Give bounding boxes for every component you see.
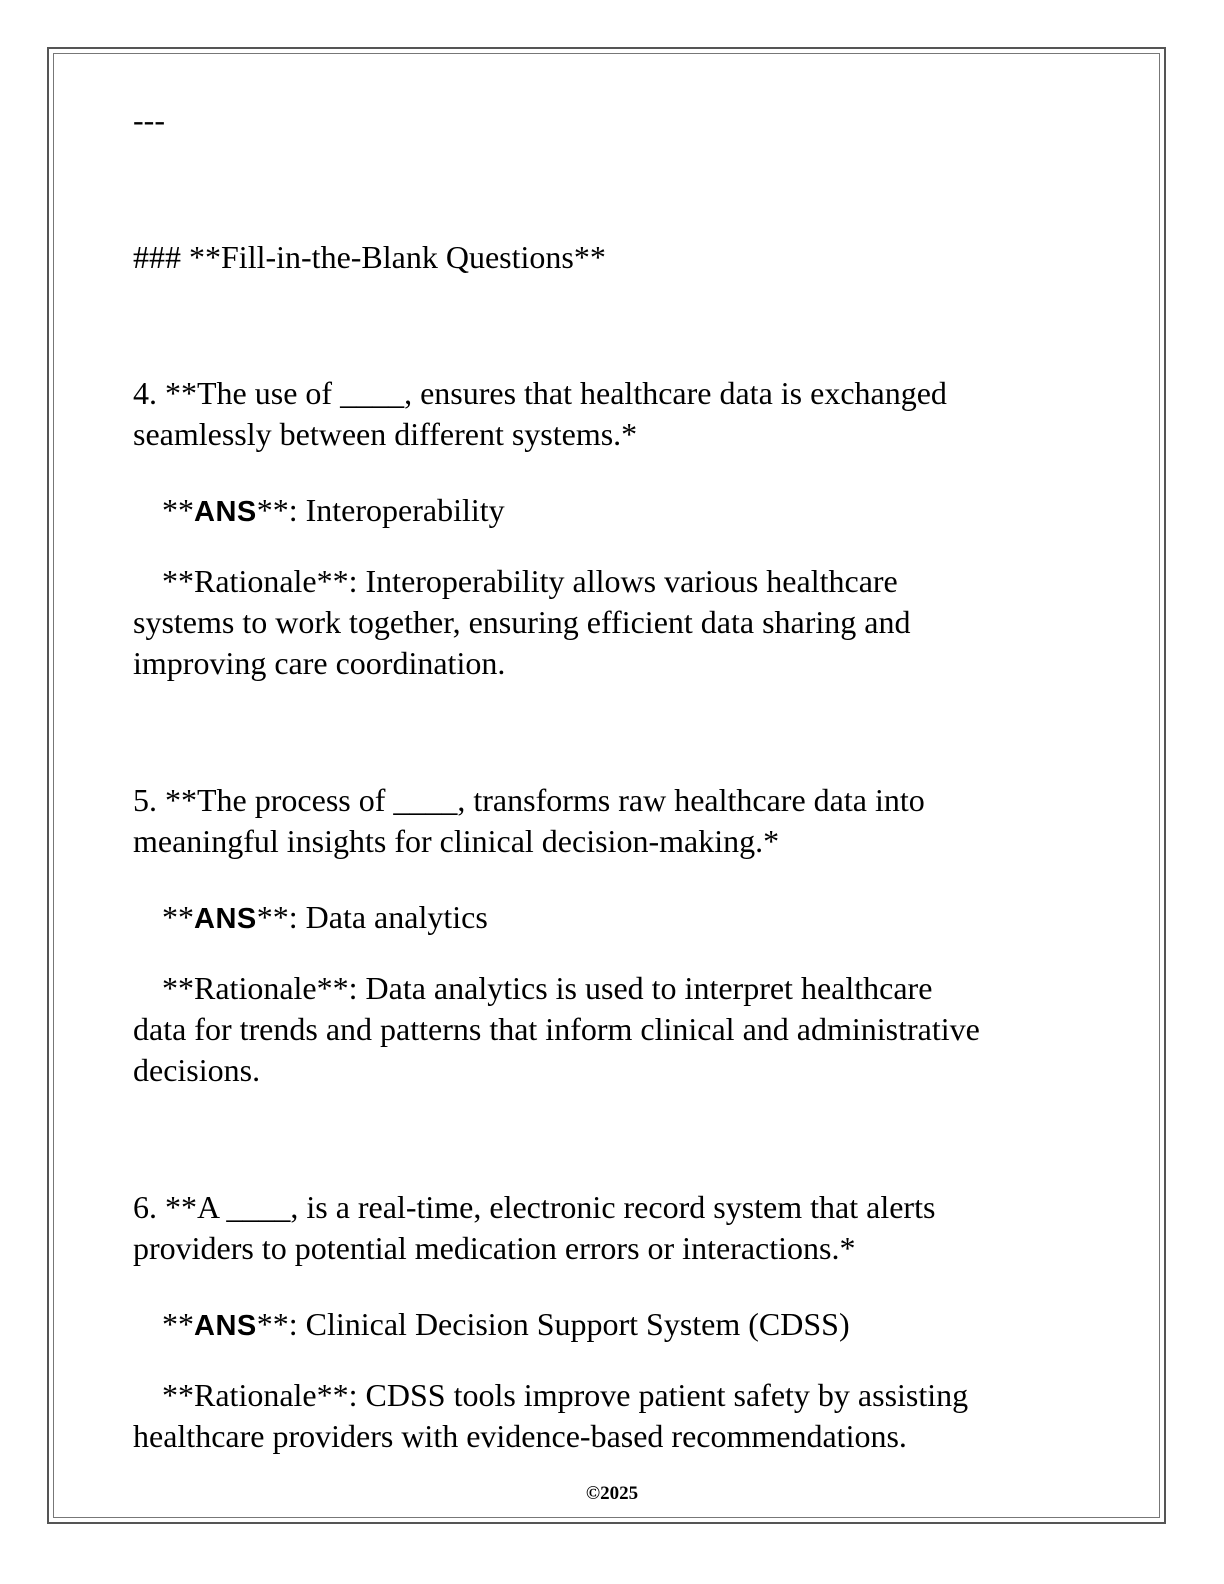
rationale-5-line-2: data for trends and patterns that inform clinical and administrative [133,1011,980,1047]
answer-5-prefix: ** [162,899,194,935]
answer-4-label: ANS [194,496,257,528]
copyright-footer: ©2025 [585,1483,639,1504]
answer-6-label: ANS [194,1310,257,1342]
question-6-line-1: 6. **A ____, is a real-time, electronic record system that alerts [133,1189,936,1225]
question-5-line-2: meaningful insights for clinical decision-making.* [133,823,780,859]
answer-6 [162,1304,850,1347]
rationale-6-line-1: **Rationale**: CDSS tools improve patient safety by assisting [162,1377,969,1413]
rationale-5-line-1: **Rationale**: Data analytics is used to interpret healthcare [162,970,933,1006]
answer-5-label: ANS [194,903,257,935]
rationale-6-line-2: healthcare providers with evidence-based recommendations. [133,1418,907,1454]
separator: --- [133,102,165,138]
answer-6-value: **: Clinical Decision Support System (CDSS) [256,1306,850,1342]
rationale-5-line-3: decisions. [133,1052,261,1088]
question-5-line-1: 5. **The process of ____, transforms raw healthcare data into [133,782,925,818]
answer-4 [162,490,505,533]
rationale-4-line-3: improving care coordination. [133,645,506,681]
question-4-line-2: seamlessly between different systems.* [133,416,638,452]
question-4-line-1: 4. **The use of ____, ensures that healthcare data is exchanged [133,375,947,411]
answer-6-prefix: ** [162,1306,194,1342]
answer-5 [162,897,488,940]
answer-4-value: **: Interoperability [256,492,505,528]
answer-5-value: **: Data analytics [256,899,488,935]
rationale-4-line-2: systems to work together, ensuring efficient data sharing and [133,604,911,640]
rationale-4-line-1: **Rationale**: Interoperability allows various healthcare [162,563,898,599]
section-heading: ### **Fill-in-the-Blank Questions** [133,239,606,275]
answer-4-prefix: ** [162,492,194,528]
question-6-line-2: providers to potential medication errors or interactions.* [133,1230,856,1266]
